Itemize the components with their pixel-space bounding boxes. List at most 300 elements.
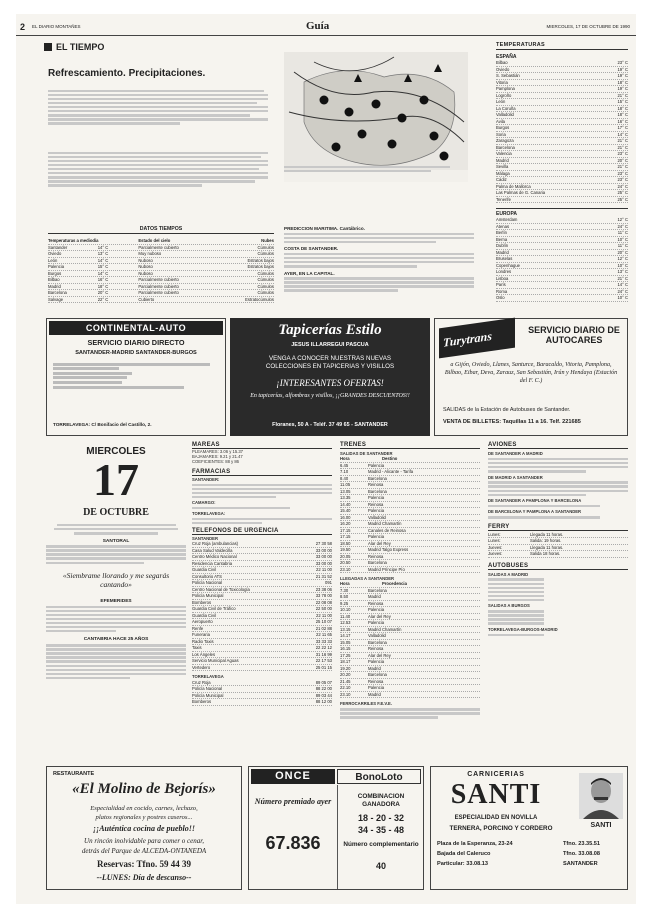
espana-temp-row-cell: 25° C <box>617 190 628 195</box>
tren-salida-row <box>340 567 480 574</box>
espana-temp-row-cell: Madrid <box>496 157 509 163</box>
tren-salida-row-cell: Barcelona <box>368 488 387 494</box>
tiempo-bullet-icon <box>44 43 52 51</box>
tren-llegada-row-cell: Madrid Chamartín <box>368 626 402 632</box>
tiempo-body-text <box>48 88 268 126</box>
aviones-s4: DE BARCELONA Y PAMPLONA A SANTANDER <box>488 509 582 515</box>
santi-name: SANTI <box>590 822 612 829</box>
espana-title: ESPAÑA <box>496 54 517 60</box>
espana-temp-row-cell: Avila <box>496 118 506 124</box>
urgencias-row-cell: Residencia Cantabria <box>192 560 233 566</box>
tren-llegada-row-cell: 23.10 <box>340 691 351 697</box>
datos-table-cell: Oviedo <box>48 251 62 256</box>
datos-table-cell: 13° C <box>97 251 109 256</box>
tren-salida-row-cell: 13.05 <box>340 488 351 494</box>
tren-salida-row-cell: Barcelona <box>368 475 387 481</box>
datos-table-cell: Estratos bajos <box>247 264 274 269</box>
datos-table-cell: Santander <box>48 244 68 250</box>
tren-llegada-row-cell: 16.15 <box>340 646 351 652</box>
europa-temp-row-cell: Berlín <box>496 230 507 235</box>
urgencias-row-cell: Radio Taxis <box>192 638 214 644</box>
datos-table-cell: Nuboso <box>138 270 153 276</box>
tapicerias-offer: ¡INTERESANTES OFERTAS! <box>276 378 384 388</box>
ferry-row-cell: Jueves: <box>488 551 503 557</box>
datos-table-cell: Cúmulos <box>257 290 274 295</box>
turytrans-ad <box>434 318 628 436</box>
tren-llegada-row-cell: 15.05 <box>340 639 351 645</box>
urgencias-title: TELEFONOS DE URGENCIA <box>192 528 332 535</box>
espana-temp-row-cell: 19° C <box>617 86 628 91</box>
datos-table-cell: Cubierto <box>138 296 155 302</box>
tiempo-title-row <box>44 42 474 52</box>
europa-temp-row-cell: 12° C <box>617 256 628 261</box>
datos-table-cell: Parcialmente cubierto <box>138 283 179 289</box>
ayer-label: AYER, EN LA CAPITAL. <box>284 270 335 276</box>
tren-llegada-row <box>340 692 480 699</box>
prediccion-block <box>284 226 474 294</box>
datos-table-cell: Madrid <box>48 283 61 289</box>
urgencias-torrelavega-row-cell: Policía Municipal <box>192 692 224 698</box>
europa-temp-row-cell: 14° C <box>617 282 628 287</box>
datos-table-cell: Barcelona <box>48 290 67 295</box>
espana-temp-row-cell: Tenerife <box>496 196 511 202</box>
santi-tel-2: Tfno. 33.08.08 <box>563 851 600 857</box>
espana-temp-row-cell: Logroño <box>496 92 512 98</box>
santi-portrait-photo <box>579 773 623 819</box>
newspaper-page <box>16 14 636 904</box>
espana-temp-row-cell: 23° C <box>617 151 628 156</box>
farmacias-camargo: CAMARGO: <box>192 499 216 505</box>
datos-table-cell: 22° C <box>97 296 109 302</box>
calendar-intro-lines <box>46 524 186 535</box>
ferry-row-cell: Llegada 11 horas. <box>530 531 564 537</box>
tren-llegada-row-cell: 18.17 <box>340 659 351 665</box>
tren-llegada-row-cell: 17.25 <box>340 652 351 658</box>
datos-table-cell: Estratos bajos <box>247 257 274 263</box>
espana-temp-row-cell: Vitoria <box>496 79 508 85</box>
molino-line-4: Un rincón inolvidable para comer o cenar, <box>84 837 204 845</box>
datos-table-cell: Cúmulos <box>257 244 274 250</box>
tren-salida-row-cell: Madrid - Alicante - Tarifa <box>368 469 414 475</box>
temperaturas-column <box>496 42 628 302</box>
transport-column <box>488 442 628 638</box>
tiempo-body-text-2 <box>48 150 268 188</box>
tren-salida-row-cell: 17.15 <box>340 534 351 540</box>
urgencias-row-cell: 22 17 53 <box>315 658 332 664</box>
urgencias-row-cell: 23 38 06 <box>315 586 332 592</box>
trenes-title: TRENES <box>340 442 480 449</box>
complementario-number: 40 <box>375 861 386 871</box>
urgencias-santander-title: SANTANDER <box>192 536 218 542</box>
page-date: MIERCOLES, 17 DE OCTUBRE DE 1990 <box>546 24 630 29</box>
tren-llegada-row-cell: Palencia <box>368 620 385 626</box>
espana-temp-row-cell: 21° C <box>617 164 628 169</box>
urgencias-row-cell: Taxis <box>192 645 202 651</box>
europa-temp-row-cell: 10° C <box>617 262 628 268</box>
tren-llegada-row-cell: 7.30 <box>340 587 349 593</box>
mareas-line-3: COEFICIENTES: 88 y 86 <box>192 459 240 465</box>
tren-llegada-row-cell: Madrid <box>368 691 381 697</box>
santi-sub: ESPECIALIDAD EN NOVILLA <box>454 815 538 821</box>
tren-salida-row-cell: 17.15 <box>340 527 351 533</box>
tapicerias-body: VENGA A CONOCER NUESTRAS NUEVAS COLECCIONES EN TAPICERIAS Y VISILLOS <box>265 355 395 370</box>
espana-temp-row-cell: 21° C <box>617 144 628 150</box>
urgencias-row-cell: Cruz Roja (ambulancias) <box>192 541 239 547</box>
autobuses-s3: TORRELAVEGA-BURGOS-MADRID <box>488 626 558 632</box>
tren-llegada-row-cell: Palencia <box>368 685 385 691</box>
urgencias-torrelavega-title: TORRELAVEGA <box>192 674 224 680</box>
espana-temp-row-cell: Burgos <box>496 125 510 130</box>
ferry-row-cell: Salida 18 horas. <box>530 551 561 557</box>
tren-salida-row-cell: Palencia <box>368 508 385 514</box>
espana-temp-row-cell: Zaragoza <box>496 138 514 143</box>
espana-temp-row-cell: Oviedo <box>496 66 510 72</box>
urgencias-row-cell: 33 33 33 <box>315 638 332 644</box>
tren-llegada-row-cell: Barcelona <box>368 587 387 593</box>
continental-routes: SANTANDER-MADRID SANTANDER-BURGOS <box>75 350 197 356</box>
temperaturas-title: TEMPERATURAS <box>496 42 628 50</box>
santi-city: SANTANDER <box>563 861 598 867</box>
farmacias-title: FARMACIAS <box>192 469 332 476</box>
espana-temp-row-cell: 21° C <box>617 138 628 143</box>
tren-llegada-row-cell: Reinosa <box>368 600 384 606</box>
urgencias-row-cell: 22 22 12 <box>315 645 332 651</box>
urgencias-row-cell: Guardia Civil de Tráfico <box>192 606 236 612</box>
trenes-col-hora: Hora <box>340 456 350 462</box>
tren-llegada-row-cell: 11.40 <box>340 613 351 619</box>
tren-llegada-row-cell: Barcelona <box>368 672 387 678</box>
calendar-day: 17 <box>93 454 139 505</box>
tren-salida-row-cell: 19.50 <box>340 547 351 553</box>
turytrans-logo: Turytrans <box>443 328 492 350</box>
europa-temp-row-cell: Atenas <box>496 223 510 229</box>
datos-table-cell: Parcialmente cubierto <box>138 290 179 295</box>
once-logo: ONCE <box>251 769 335 784</box>
tren-llegada-row-cell: Reinosa <box>368 646 384 652</box>
farmacias-santander: SANTANDER: <box>192 476 220 482</box>
tren-llegada-row-cell: 8.50 <box>340 594 349 600</box>
tren-llegada-row-cell: Palencia <box>368 607 385 613</box>
aviones-title: AVIONES <box>488 442 628 449</box>
molino-line-3: ¡¡Auténtica cocina de pueblo!! <box>92 824 195 833</box>
urgencias-torrelavega-row-cell: 88 22 00 <box>315 686 332 692</box>
tiempo-title: EL TIEMPO <box>56 42 105 52</box>
urgencias-row-cell: Guardia Civil <box>192 612 216 618</box>
espana-temp-row-cell: S. Sebastián <box>496 73 520 78</box>
datos-table-cell: Palencia <box>48 264 65 269</box>
datos-table-row <box>48 297 274 304</box>
complementario-label: Número complementario <box>343 841 419 848</box>
urgencias-row-cell: 22 11 00 <box>316 567 332 573</box>
trenes-col-hora-2: Hora <box>340 581 350 587</box>
section-title: Guía <box>306 20 330 32</box>
ferry-row-cell: Lunes: <box>488 538 501 544</box>
datos-table-cell: Muy nuboso <box>138 251 162 256</box>
urgencias-row-cell: Centro Médico Nacional <box>192 554 237 560</box>
continental-info-lines <box>53 361 217 390</box>
mareas-line-2: BAJAMARES: 9.21 y 21.47 <box>192 454 243 460</box>
espana-temp-row-cell: Málaga <box>496 170 510 176</box>
urgencias-row-cell: 091 <box>325 580 332 586</box>
espana-temp-row <box>496 197 628 204</box>
europa-temp-row-cell: Copenhague <box>496 262 520 268</box>
datos-table-cell: Parcialmente cubierto <box>138 244 179 250</box>
urgencias-row-cell: Renfe <box>192 625 204 631</box>
datos-table-cell: Cúmulos <box>257 270 274 276</box>
espana-temp-row-cell: 19° C <box>617 73 628 78</box>
efemerides-title: EFEMERIDES <box>100 598 132 604</box>
espana-temp-row-cell: 23° C <box>617 177 628 182</box>
espana-temperature-list <box>496 60 628 203</box>
europa-temp-row-cell: 24° C <box>617 223 628 229</box>
urgencias-row-cell: 33 00 00 <box>315 547 332 553</box>
molino-ad <box>46 766 242 890</box>
espana-temp-row-cell: 17° C <box>617 125 628 130</box>
calendar-column <box>46 442 186 758</box>
tren-llegada-row-cell: 19.20 <box>340 665 351 671</box>
tren-llegada-row-cell: 9.25 <box>340 600 349 606</box>
espana-temp-row-cell: Las Palmas de G. Canaria <box>496 190 546 195</box>
turytrans-salidas: SALIDAS de la Estación de Autobuses de Santander. <box>443 407 571 413</box>
datos-table-cell: Burgos <box>48 270 62 276</box>
datos-col-nubes: Nubes <box>261 238 274 243</box>
tren-llegada-row-cell: 20.20 <box>340 672 351 678</box>
urgencias-row-cell: 33 78 00 <box>315 593 332 599</box>
tren-llegada-row-cell: Alar del Rey <box>368 652 391 658</box>
europa-temp-row-cell: 20° C <box>617 249 628 255</box>
espana-temp-row-cell: Valencia <box>496 151 512 156</box>
aviones-s2: DE MADRID A SANTANDER <box>488 474 543 480</box>
molino-reservas: Reservas: Tfno. 59 44 39 <box>96 859 192 869</box>
molino-kicker: RESTAURANTE <box>53 771 95 777</box>
molino-line-5: detrás del Parque de ALCEDA-ONTANEDA <box>81 847 207 855</box>
ferry-row <box>488 551 628 558</box>
europa-temp-row-cell: Londres <box>496 269 512 274</box>
datos-table-cell: 14° C <box>97 244 109 250</box>
urgencias-row <box>192 665 332 672</box>
feve-title: FERROCARRILES F.E.V.E. <box>340 701 392 707</box>
santi-sub-2: TERNERA, PORCINO Y CORDERO <box>449 825 553 832</box>
datos-rows <box>48 245 274 304</box>
turytrans-service: SERVICIO DIARIO DE AUTOCARES <box>528 325 620 345</box>
tren-salida-row-cell: 16.20 <box>340 521 351 527</box>
tren-salida-row-cell: Palencia <box>368 495 385 501</box>
autobuses-s2: SALIDAS A BURGOS <box>488 603 530 609</box>
tren-llegada-row-cell: Palencia <box>368 659 385 665</box>
tren-salida-row-cell: Palencia <box>368 462 385 468</box>
tren-salida-row-cell: Barcelona <box>368 560 387 566</box>
turytrans-venta: VENTA DE BILLETES: Taquillas 11 a 16. Telf. 221685 <box>443 419 581 425</box>
europa-temp-row-cell: 11° C <box>617 243 628 248</box>
datos-table-cell: Nuboso <box>138 264 153 269</box>
combinacion-line-2: 34 - 35 - 48 <box>357 825 405 835</box>
aviones-s1: DE SANTANDER A MADRID <box>488 451 543 456</box>
tren-salida-row-cell: 20.05 <box>340 553 351 559</box>
santi-title: SANTI <box>450 779 542 810</box>
tren-llegada-row-cell: Alar del Rey <box>368 613 391 619</box>
espana-temp-row-cell: Pamplona <box>496 86 515 91</box>
datos-table-cell: Estratocúmulos <box>245 296 274 302</box>
urgencias-row-cell: Policía Municipal <box>192 593 224 599</box>
espana-temp-row-cell: Palma de Mallorca <box>496 183 531 189</box>
molino-lunes: --LUNES: Día de descanso-- <box>96 873 192 882</box>
prediccion-label: PREDICCION MARITIMA. Cantábrico. <box>284 226 365 231</box>
tren-llegada-row-cell: 22.10 <box>340 685 351 691</box>
tren-salida-row-cell: 23.10 <box>340 566 351 572</box>
tren-llegada-row-cell: 14.17 <box>340 633 351 639</box>
europa-temp-row-cell: Roma <box>496 288 508 294</box>
continental-logo: CONTINENTAL-AUTO <box>49 321 223 335</box>
page-number: 2 <box>20 22 26 32</box>
weather-map <box>284 52 468 182</box>
once-divider <box>337 785 338 889</box>
espana-temp-row-cell: 14° C <box>617 131 628 137</box>
urgencias-row-cell: Servicio Municipal Aguas <box>192 658 239 664</box>
espana-temp-row-cell: 23° C <box>617 170 628 176</box>
urgencias-torrelavega-row-cell: Policía Nacional <box>192 686 223 692</box>
urgencias-row-cell: 25 10 07 <box>315 619 332 625</box>
urgencias-row-cell: 22 50 00 <box>315 606 332 612</box>
aviones-s3: DE SANTANDER A PAMPLONA Y BARCELONA <box>488 498 582 504</box>
tren-salida-row-cell: Madrid Chamartín <box>368 521 402 527</box>
urgencias-torrelavega-row-cell: 89 03 44 <box>315 692 332 698</box>
europa-temp-row-cell: Dublín <box>496 243 509 248</box>
turytrans-logo-box <box>439 318 515 359</box>
europa-temp-row-cell: 10° C <box>617 295 628 300</box>
europa-temp-row-cell: Madrid <box>496 249 509 255</box>
santi-address-1: Plaza de la Esperanza, 23-24 <box>437 841 513 847</box>
continental-ad <box>46 318 226 436</box>
once-premiado-label: Número premiado ayer <box>254 797 332 806</box>
datos-table-cell: 15° C <box>97 264 109 269</box>
datos-table-cell: Bilbao <box>48 277 60 282</box>
urgencias-row-cell: Policía Nacional <box>192 580 223 586</box>
urgencias-torrelavega-row-cell: Cruz Roja <box>192 679 211 685</box>
urgencias-row-cell: Los Ángeles <box>192 651 216 657</box>
espana-temp-row-cell: 24° C <box>617 183 628 189</box>
tren-salida-row-cell: 8.40 <box>340 475 349 481</box>
datos-table-cell: León <box>48 257 58 263</box>
europa-temp-row-cell: Amsterdam <box>496 217 518 222</box>
calendar-weekday: MIERCOLES <box>86 446 146 457</box>
continental-sub: SERVICIO DIARIO DIRECTO <box>87 338 185 347</box>
tiempo-headline: Refrescamiento. Precipitaciones. <box>48 68 206 79</box>
ferry-title: FERRY <box>488 524 628 531</box>
tren-llegada-row-cell: 10.10 <box>340 607 351 613</box>
urgencias-row-cell: 22 08 08 <box>315 599 332 605</box>
urgencias-torrelavega-row <box>192 699 332 706</box>
tren-llegada-row-cell: Barcelona <box>368 639 387 645</box>
once-number: 67.836 <box>265 833 321 853</box>
datos-table <box>48 226 274 303</box>
trenes-salidas-list <box>340 463 480 574</box>
espana-temp-row-cell: 18° C <box>617 105 628 111</box>
paper-name: EL DIARIO MONTAÑES <box>32 24 81 29</box>
tren-salida-row-cell: 20.50 <box>340 560 351 566</box>
datos-table-cell: Cúmulos <box>257 277 274 282</box>
tren-salida-row-cell: 16.00 <box>340 514 351 520</box>
trenes-col-destino: Destino <box>382 456 398 462</box>
europa-temp-row-cell: Lisboa <box>496 275 509 281</box>
costa-label: COSTA DE SANTANDER. <box>284 246 339 252</box>
combinacion-line-1: 18 - 20 - 32 <box>357 813 405 823</box>
datos-table-cell: Cúmulos <box>257 251 274 256</box>
ferry-list <box>488 532 628 558</box>
trenes-column <box>340 442 480 721</box>
espana-temp-row-cell: 18° C <box>617 112 628 117</box>
espana-temp-row-cell: 21° C <box>617 92 628 98</box>
tren-salida-row-cell: 11.05 <box>340 482 351 488</box>
tren-salida-row-cell: 6.45 <box>340 462 349 468</box>
autobuses-title: AUTOBUSES <box>488 563 628 570</box>
ferry-row-cell: Salida: 19 horas. <box>530 538 562 544</box>
santi-address-2: Bajada del Caleruco <box>437 851 491 857</box>
datos-col-temp: Temperaturas a mediodía <box>48 238 99 243</box>
tren-salida-row-cell: 7.10 <box>340 469 349 475</box>
datos-table-cell: Parcialmente cubierto <box>138 277 179 282</box>
urgencias-row-cell: 22 11 65 <box>316 632 332 638</box>
urgencias-row-cell: Funeraria <box>192 632 210 638</box>
europa-title: EUROPA <box>496 208 628 217</box>
espana-temp-row-cell: Cádiz <box>496 177 507 182</box>
tren-salida-row-cell: Reinosa <box>368 482 384 488</box>
urgencias-row-cell: 33 00 00 <box>315 554 332 560</box>
tren-salida-row-cell: 15.40 <box>340 508 351 514</box>
urgencias-torrelavega-row-cell: Bomberos <box>192 699 212 705</box>
tapicerias-title: Tapicerías Estilo <box>278 322 382 338</box>
tren-salida-row-cell: Alar del Rey <box>368 540 391 546</box>
tren-llegada-row-cell: Madrid <box>368 594 381 600</box>
datos-table-cell: Salvage <box>48 296 64 302</box>
tren-salida-row-cell: Madrid Talgo Express <box>368 547 409 553</box>
tren-salida-row-cell: Reinosa <box>368 553 384 559</box>
urgencias-row-cell: 31 16 99 <box>315 651 332 657</box>
espana-temp-row-cell: Valladolid <box>496 112 514 117</box>
tapicerias-products: En tapicerías, alfombras y visillos, ¡¡GRANDES DESCUENTOS!! <box>250 393 410 399</box>
continental-torrelavega: TORRELAVEGA: C/ Bonifacio del Castillo, 2. <box>53 422 152 427</box>
map-caption-lines <box>284 164 468 174</box>
tren-llegada-row-cell: 13.15 <box>340 626 351 632</box>
espana-temp-row-cell: 20° C <box>617 157 628 163</box>
tren-salida-row-cell: Palencia <box>368 534 385 540</box>
datos-table-cell: Nuboso <box>138 257 153 263</box>
urgencias-torrelavega-list <box>192 680 332 706</box>
ferry-row-cell: Llegada 11 horas. <box>530 544 564 550</box>
espana-temp-row-cell: 16° C <box>617 118 628 124</box>
urgencias-row-cell: 27 30 58 <box>315 541 332 547</box>
europa-temp-row-cell: 12° C <box>617 217 628 222</box>
urgencias-row-cell: 25 01 15 <box>315 664 332 670</box>
datos-col-cielo: Estado del cielo <box>138 238 171 243</box>
calendar-motto: «Siembrame llorando y me segarás cantando» <box>62 570 170 589</box>
datos-table-cell: Cúmulos <box>257 283 274 289</box>
tren-salida-row-cell: 18.50 <box>340 540 351 546</box>
molino-line-2: platos regionales y postres caseros... <box>95 814 193 821</box>
molino-title: «El Molino de Bejorís» <box>72 781 216 797</box>
europa-temp-row-cell: 13° C <box>617 269 628 274</box>
espana-temp-row-cell: 15° C <box>617 99 628 104</box>
santoral-lines <box>46 545 186 564</box>
europa-temp-row <box>496 295 628 302</box>
ferry-row-cell: Lunes: <box>488 531 501 537</box>
tapicerias-owner: JESUS ILLARREGUI PASCUA <box>291 342 369 348</box>
urgencias-row-cell: Aeropuerto <box>192 619 213 625</box>
tren-salida-row-cell: 13.35 <box>340 495 351 501</box>
trenes-salidas-title: SALIDAS DE SANTANDER <box>340 451 393 456</box>
europa-temp-row-cell: Berna <box>496 236 508 242</box>
urgencias-row-cell: 22 11 00 <box>316 612 332 618</box>
urgencias-row-cell: Consultorio ATS <box>192 573 222 579</box>
